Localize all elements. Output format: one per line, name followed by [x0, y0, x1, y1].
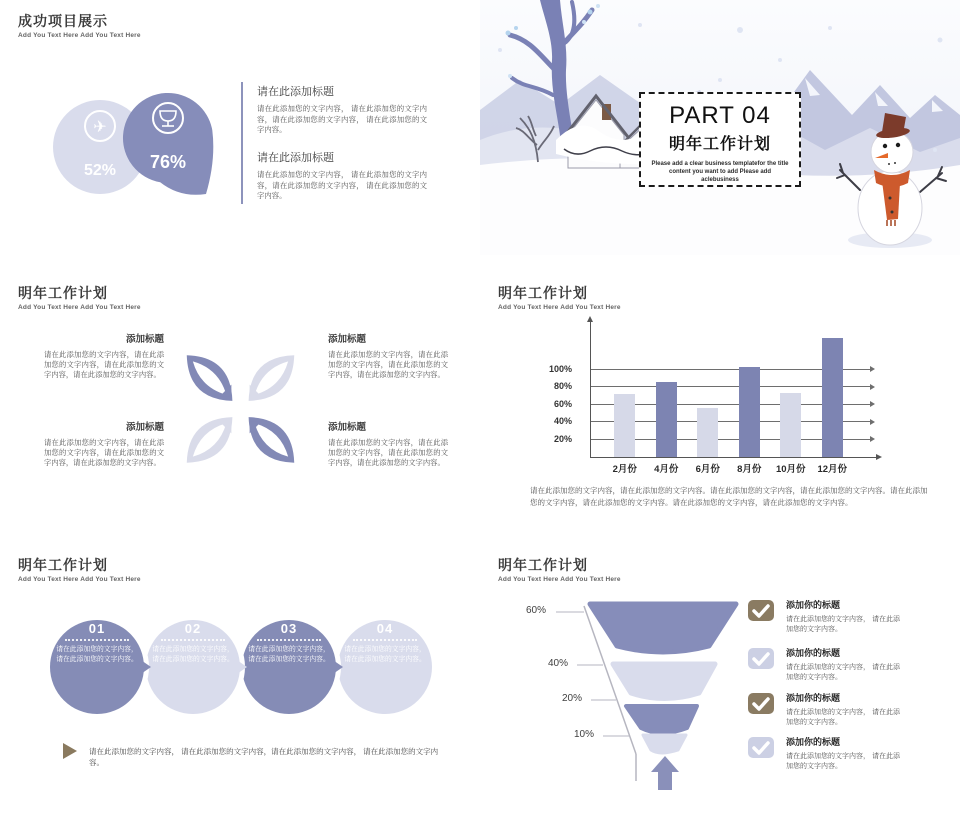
x-axis-category-label: 4月份 — [654, 464, 679, 475]
flower-text-block — [44, 331, 164, 380]
svg-text:✈: ✈ — [93, 119, 107, 136]
funnel-level-label: 10% — [574, 729, 595, 740]
step-number: 03 — [280, 621, 298, 636]
block-body: 请在此添加您的文字内容，请在此添加您的文字内容，请在此添加您的文字内容，请在此添加您的文字内容。 — [328, 438, 448, 467]
bar-column — [695, 323, 720, 475]
legend-text — [786, 598, 906, 635]
funnel-level-label: 20% — [562, 693, 583, 704]
slide-part04-cover — [480, 0, 960, 272]
bar — [780, 393, 801, 457]
slide-numbered-steps — [0, 544, 480, 816]
funnel-legend-item — [748, 646, 920, 683]
check-icon — [748, 648, 774, 669]
bar-column — [654, 323, 679, 475]
funnel-segment-20 — [626, 706, 697, 733]
step-item — [243, 621, 335, 717]
legend-heading: 添加你的标题 — [786, 737, 841, 747]
steps-footer-text: 请在此添加您的文字内容， 请在此添加您的文字内容，请在此添加您的文字内容， 请在此添加您的文字内容。 — [89, 747, 439, 767]
slide-title: 明年工作计划 — [18, 285, 108, 301]
text-block — [257, 83, 427, 136]
block-body: 请在此添加您的文字内容， 请在此添加您的文字内容，请在此添加您的文字内容， 请在此添加您的文字内容。 — [257, 104, 427, 134]
step-body: 请在此添加您的文字内容， 请在此添加您的文字内容。 — [248, 646, 330, 663]
y-axis-tick-label: 40% — [553, 416, 572, 426]
slide-subtitle: Add You Text Here Add You Text Here — [498, 304, 621, 311]
block-heading: 添加标题 — [125, 334, 164, 345]
check-icon — [748, 600, 774, 621]
x-axis-category-label: 8月份 — [737, 464, 762, 475]
funnel-level-label: 60% — [526, 605, 547, 616]
funnel-segment-40 — [613, 664, 715, 699]
part-number: PART 04 — [669, 102, 771, 129]
funnel-legend-item — [748, 735, 920, 772]
legend-heading: 添加你的标题 — [786, 693, 841, 703]
legend-body: 请在此添加您的文字内容， 请在此添加您的文字内容。 — [786, 753, 900, 770]
check-icon — [748, 737, 774, 758]
step-number: 02 — [184, 621, 202, 636]
dotted-divider — [353, 639, 417, 641]
bar — [614, 394, 635, 457]
y-axis-tick-label: 60% — [553, 398, 572, 409]
dotted-divider — [257, 639, 321, 641]
block-heading: 添加标题 — [125, 422, 164, 433]
legend-body: 请在此添加您的文字内容， 请在此添加您的文字内容。 — [786, 616, 900, 633]
cover-title-box — [639, 92, 801, 187]
bar — [822, 338, 843, 457]
bar-column — [737, 323, 762, 475]
check-icon — [748, 693, 774, 714]
step-item — [339, 621, 431, 717]
flower-text-block — [328, 419, 448, 468]
bar-column — [612, 323, 637, 475]
bar-chart — [548, 322, 882, 475]
legend-body: 请在此添加您的文字内容， 请在此添加您的文字内容。 — [786, 709, 900, 726]
step-number: 04 — [376, 621, 394, 636]
slide-funnel — [480, 544, 960, 816]
percentage-shapes-graphic — [40, 80, 270, 210]
block-body: 请在此添加您的文字内容，请在此添加您的文字内容，请在此添加您的文字内容，请在此添加您的文字内容。 — [328, 350, 448, 379]
step-item — [147, 621, 239, 717]
bar — [697, 408, 718, 457]
block-heading: 添加标题 — [328, 422, 367, 433]
legend-heading: 添加你的标题 — [786, 648, 841, 658]
x-axis-category-label: 10月份 — [775, 464, 806, 475]
y-axis-tick-label: 100% — [548, 363, 572, 374]
bar — [656, 382, 677, 457]
dotted-divider — [161, 639, 225, 641]
slide-title: 明年工作计划 — [498, 557, 588, 573]
funnel-segment-10 — [643, 735, 686, 753]
y-axis-tick-label: 20% — [553, 433, 572, 444]
block-heading: 请在此添加标题 — [257, 152, 334, 164]
flower-petal-graphic — [163, 336, 318, 482]
x-axis-category-label: 2月份 — [612, 464, 637, 475]
slide-flower-diagram — [0, 272, 480, 544]
stat-value: 52% — [83, 162, 117, 179]
bar-column — [775, 323, 806, 475]
slide-subtitle: Add You Text Here Add You Text Here — [498, 576, 621, 583]
block-heading: 请在此添加标题 — [257, 86, 334, 98]
legend-heading: 添加你的标题 — [786, 600, 841, 610]
step-body: 请在此添加您的文字内容， 请在此添加您的文字内容。 — [152, 646, 234, 663]
chart-description: 请在此添加您的文字内容，请在此添加您的文字内容。请在此添加您的文字内容，请在此添加您的文字内容。请在此添加您的文字内容，请在此添加您的文字内容。请在此添加您的文字内容，请在此添加您的文字内容。 — [530, 486, 928, 507]
step-body: 请在此添加您的文字内容， 请在此添加您的文字内容。 — [344, 646, 426, 663]
slide-title: 成功项目展示 — [18, 13, 108, 29]
block-body: 请在此添加您的文字内容，请在此添加您的文字内容，请在此添加您的文字内容，请在此添加您的文字内容。 — [44, 350, 164, 379]
funnel-legend-item — [748, 691, 920, 728]
slide-title: 明年工作计划 — [18, 557, 108, 573]
slide-bar-chart — [480, 272, 960, 544]
y-axis — [590, 322, 591, 457]
x-axis-category-label: 6月份 — [695, 464, 720, 475]
funnel-segment-60 — [590, 604, 736, 652]
vertical-divider — [241, 82, 243, 204]
stat-pin-dark — [123, 93, 213, 195]
flower-text-block — [44, 419, 164, 468]
dotted-divider — [65, 639, 129, 641]
text-block — [257, 149, 427, 202]
funnel-legend-item — [748, 598, 920, 635]
cover-subtitle: Please add a clear business templatefor the title content you want to add Please add aclebusiness — [651, 161, 789, 183]
x-axis-category-label: 12月份 — [817, 464, 848, 475]
stat-value: 76% — [149, 152, 187, 172]
funnel-level-label: 40% — [548, 658, 569, 669]
bar — [739, 367, 760, 457]
x-axis — [590, 457, 876, 458]
slide-title: 明年工作计划 — [498, 285, 588, 301]
block-body: 请在此添加您的文字内容， 请在此添加您的文字内容，请在此添加您的文字内容， 请在此添加您的文字内容。 — [257, 170, 427, 200]
slide-subtitle: Add You Text Here Add You Text Here — [18, 304, 141, 311]
legend-text — [786, 691, 906, 728]
block-heading: 添加标题 — [328, 334, 367, 345]
bar-chart-bars — [604, 323, 853, 475]
step-item — [51, 621, 143, 717]
legend-text — [786, 646, 906, 683]
cover-title: 明年工作计划 — [668, 136, 771, 153]
step-body: 请在此添加您的文字内容， 请在此添加您的文字内容。 — [56, 646, 138, 663]
bar-column — [817, 323, 848, 475]
step-number: 01 — [88, 621, 106, 636]
slide-subtitle: Add You Text Here Add You Text Here — [18, 32, 141, 39]
flower-text-block — [328, 331, 448, 380]
slide-subtitle: Add You Text Here Add You Text Here — [18, 576, 141, 583]
legend-body: 请在此添加您的文字内容， 请在此添加您的文字内容。 — [786, 664, 900, 681]
up-arrow-icon — [651, 756, 679, 790]
play-triangle-icon — [63, 743, 77, 759]
slide-project-showcase — [0, 0, 480, 272]
y-axis-tick-label: 80% — [553, 381, 572, 391]
legend-text — [786, 735, 906, 772]
block-body: 请在此添加您的文字内容，请在此添加您的文字内容，请在此添加您的文字内容，请在此添加您的文字内容。 — [44, 438, 164, 467]
